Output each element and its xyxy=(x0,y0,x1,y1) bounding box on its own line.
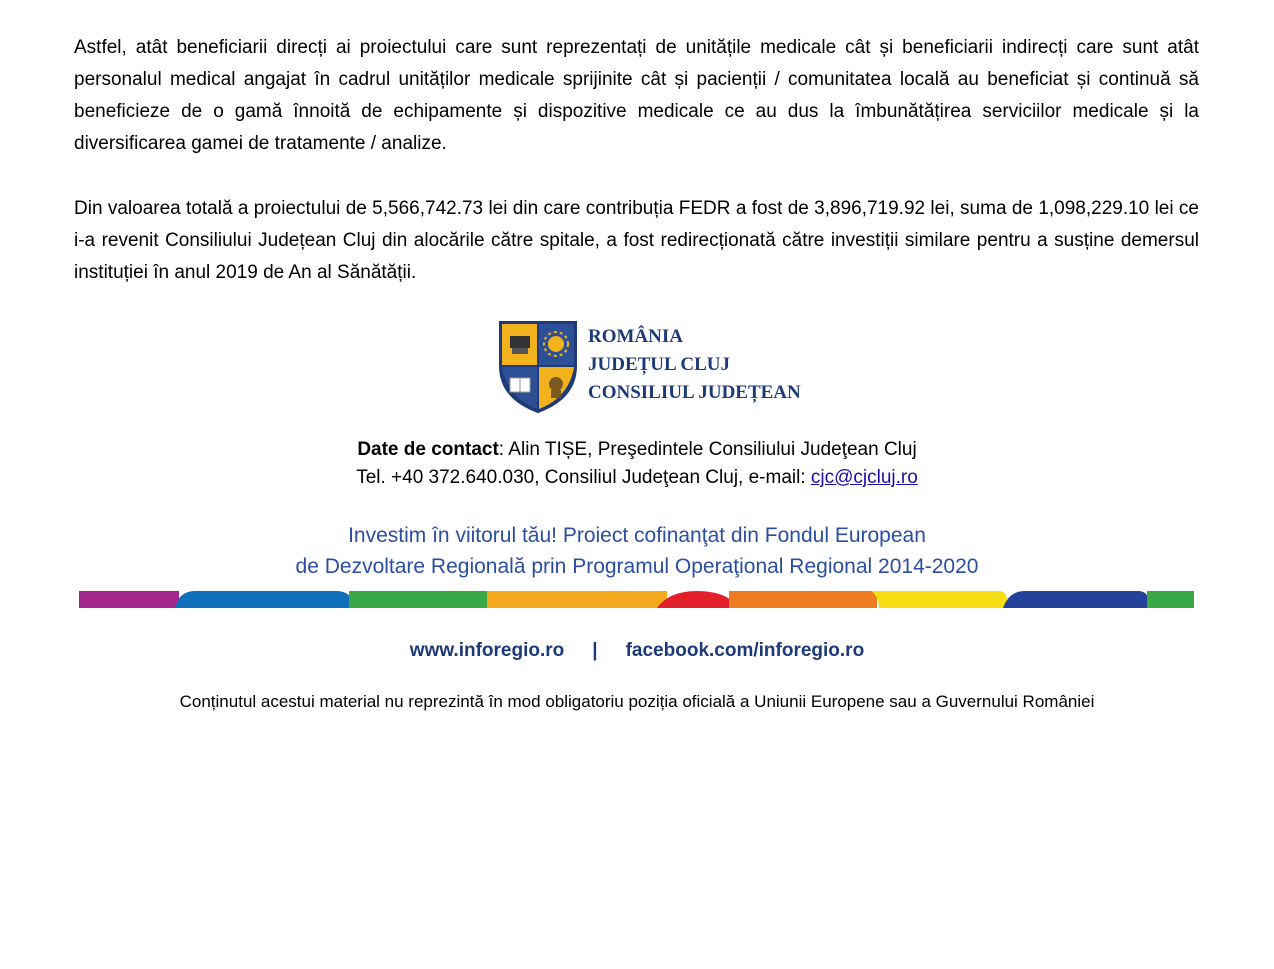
contact-phone-text: Tel. +40 372.640.030, Consiliul Judeţean Cluj, e-mail: xyxy=(356,467,811,488)
color-bar-segment-green xyxy=(349,591,489,608)
paragraph-beneficiaries: Astfel, atât beneficiarii direcți ai proiectului care sunt reprezentați de unitățile medicale cât și beneficiarii indirecți care sunt atât personalul medical angajat în cadrul unităților medicale sprijinite cât și pacienții / comunitatea locală au beneficiat și continuă să beneficieze de o gamă înnoită de echipamente și dispozitive medicale ce au dus la îmbunătățirea serviciilor medicale și la diversificarea gamei de tratamente / analize. xyxy=(74,37,1199,154)
crest-text xyxy=(588,323,801,407)
coat-of-arms-icon xyxy=(498,320,578,415)
color-bar-segment-blue xyxy=(175,591,357,608)
county-council-logo xyxy=(498,320,838,415)
color-bar-segment-navy xyxy=(1003,591,1151,608)
slogan-line-1: Investim în viitorul tău! Proiect cofinanţat din Fondul European xyxy=(348,524,926,547)
link-separator: | xyxy=(592,640,598,661)
contact-line-1 xyxy=(0,436,1274,464)
regio-color-bar xyxy=(79,591,1194,608)
slogan-line-2: de Dezvoltare Regională prin Programul Operaţional Regional 2014-2020 xyxy=(295,555,979,578)
color-bar-segment-yellow xyxy=(871,591,1007,608)
crest-line-judetul-cluj: JUDEȚUL CLUJ xyxy=(588,354,730,375)
crest-line-romania: ROMÂNIA xyxy=(588,326,683,347)
contact-label: Date de contact xyxy=(357,439,499,460)
footer-links xyxy=(0,640,1274,662)
facebook-link[interactable]: facebook.com/inforegio.ro xyxy=(625,640,865,661)
website-link[interactable]: www.inforegio.ro xyxy=(409,640,565,661)
disclaimer: Conținutul acestui material nu reprezintă în mod obligatoriu poziția oficială a Uniunii Europene sau a Guvernului României xyxy=(179,692,1095,711)
color-bar-segment-green-end xyxy=(1147,591,1194,608)
color-bar-segment-orange xyxy=(729,591,877,608)
paragraph-project-value: Din valoarea totală a proiectului de 5,566,742.73 lei din care contribuția FEDR a fost de 3,896,719.92 lei, suma de 1,098,229.10 lei ce i-a revenit Consiliului Județean Cluj din alocările către spitale, a fost redirecționată către investiții similare pentru a susține demersul instituției în anul 2019 de An al Sănătății. xyxy=(74,198,1199,283)
color-bar-segment-orange-yellow xyxy=(487,591,667,608)
crest-line-consiliul-judetean: CONSILIUL JUDEȚEAN xyxy=(588,382,801,403)
email-link[interactable]: cjc@cjcluj.ro xyxy=(810,467,918,488)
contact-line-2 xyxy=(0,464,1274,492)
color-bar-segment-red xyxy=(657,591,739,608)
contact-person: : Alin TIȘE, Preşedintele Consiliului Judeţean Cluj xyxy=(498,439,917,460)
color-bar-segment-purple xyxy=(79,591,179,608)
